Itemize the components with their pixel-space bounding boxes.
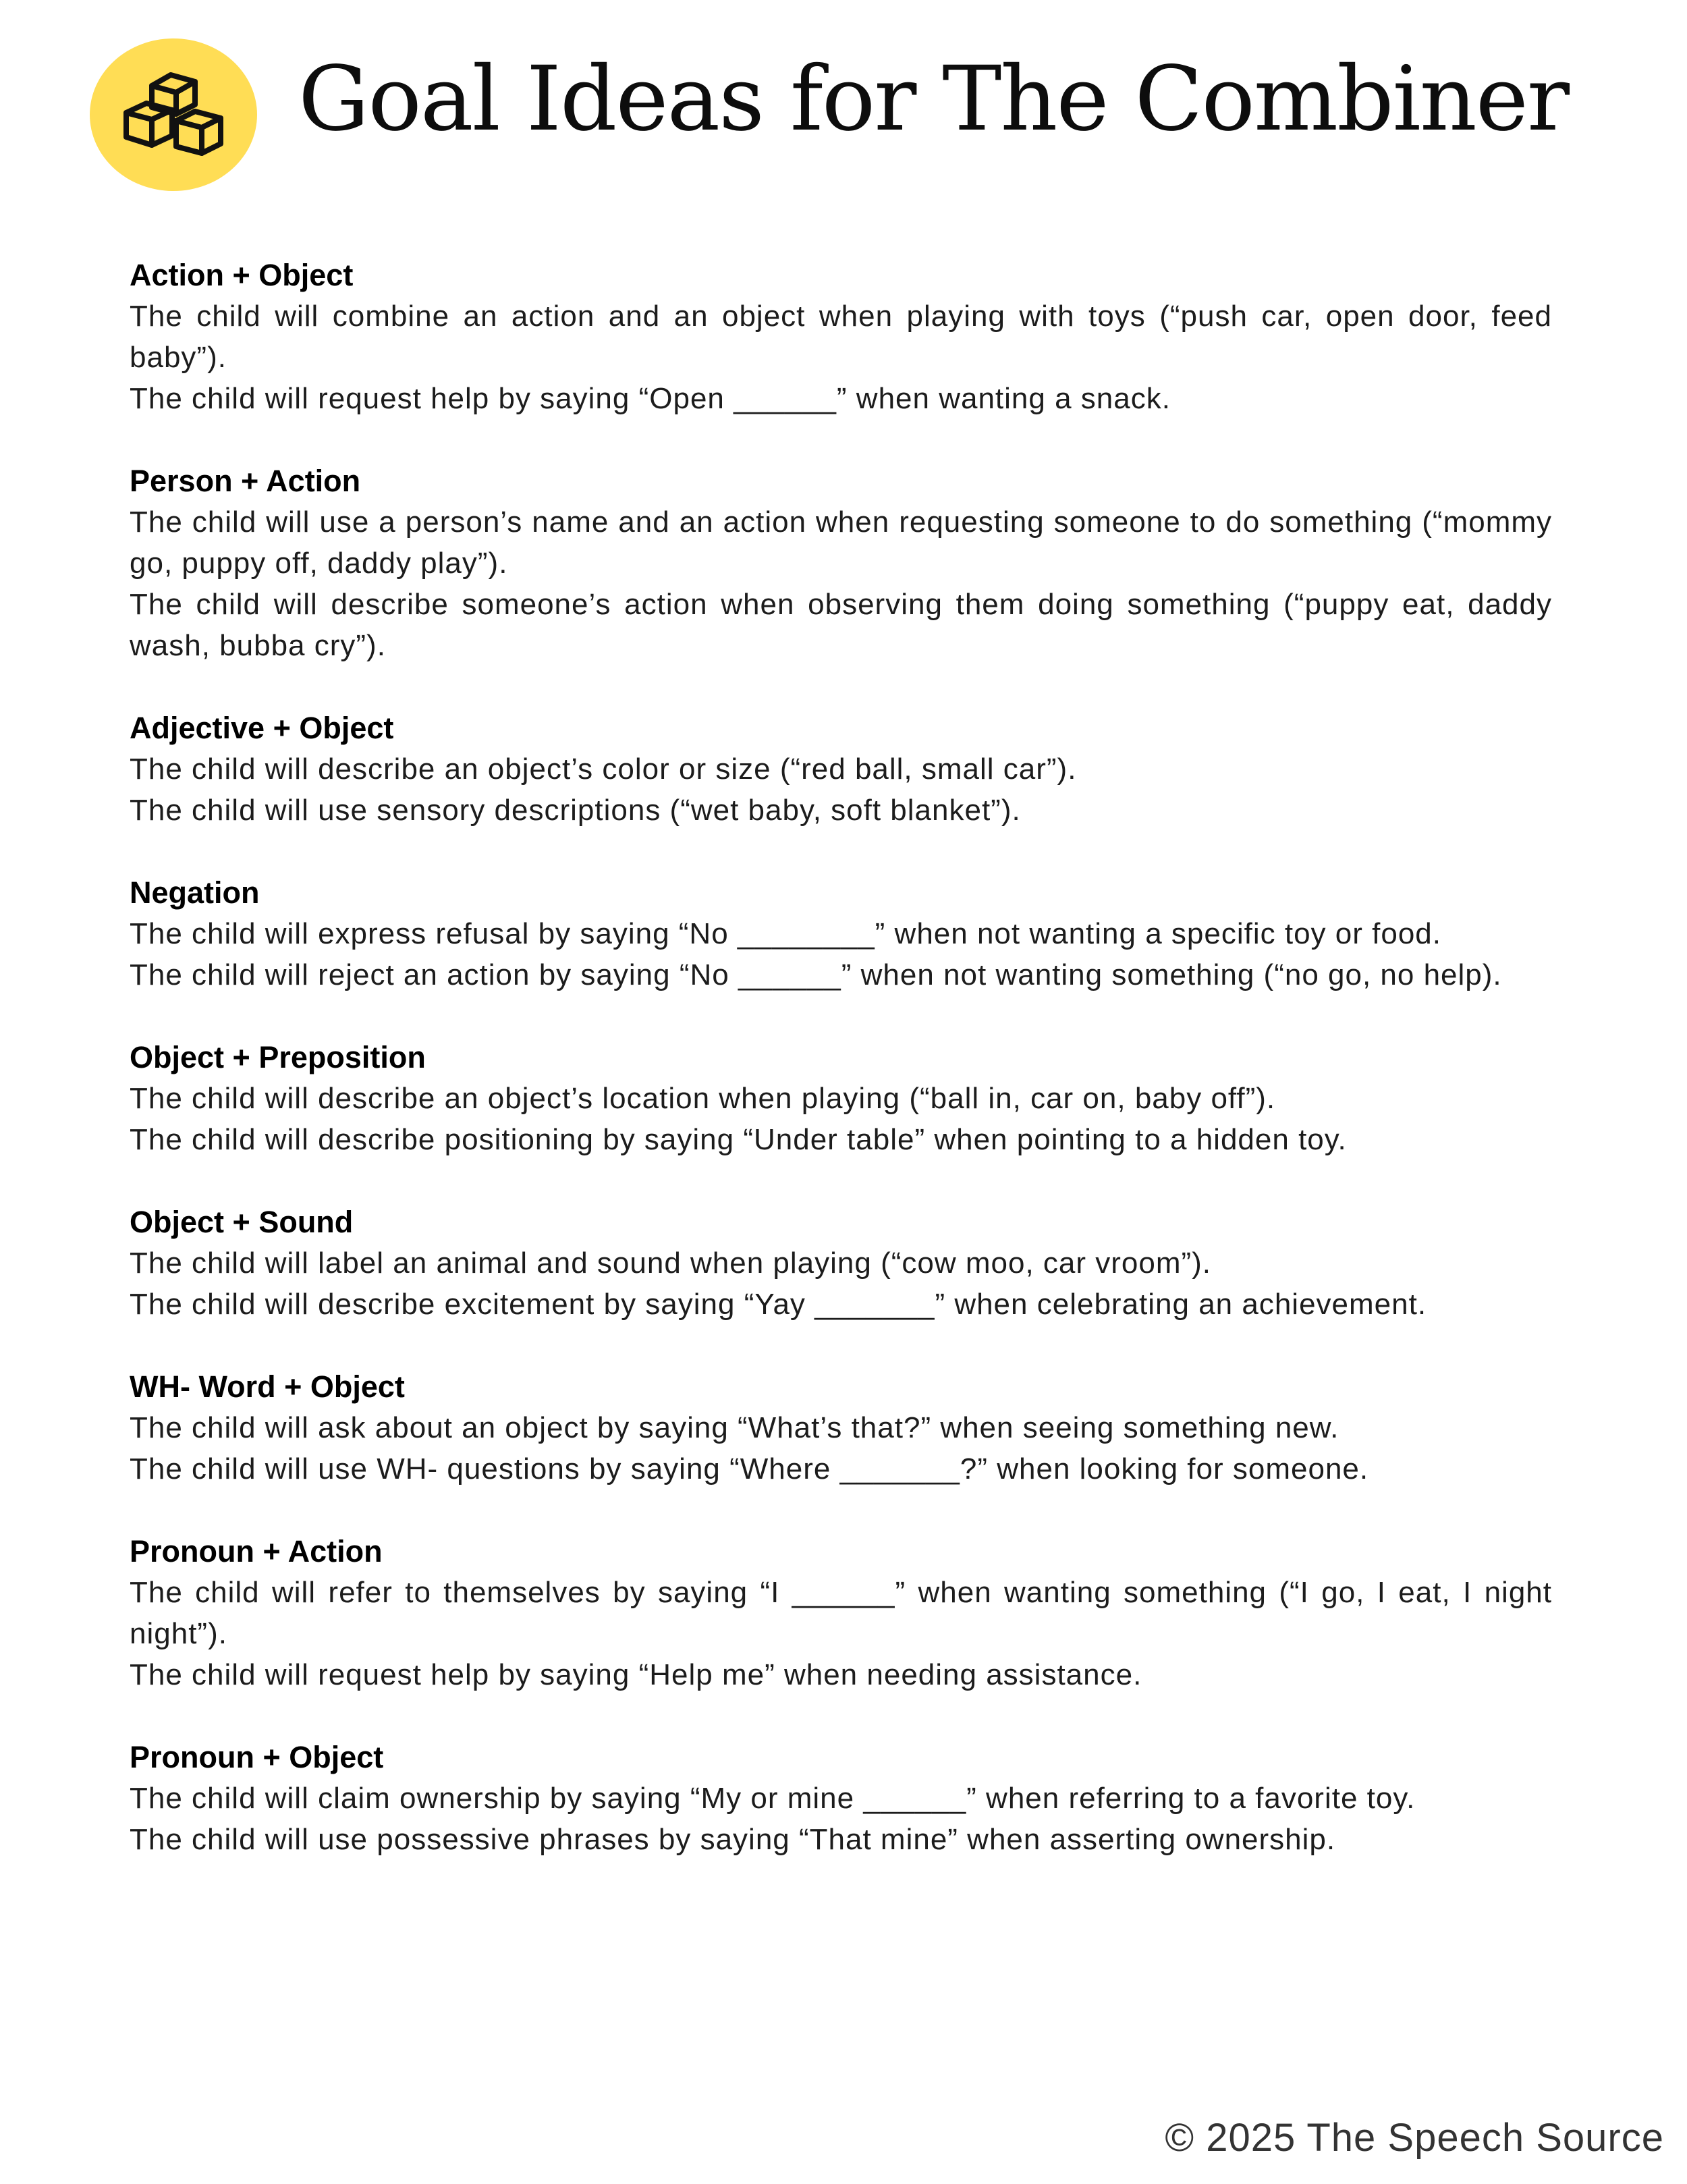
goal-section: [130, 1737, 1552, 1860]
goal-section: [130, 1366, 1552, 1490]
goal-text: The child will use WH- questions by saying “Where _______?” when looking for someone.: [130, 1452, 1369, 1485]
goal-section: [130, 872, 1552, 995]
section-title: Object + Sound: [130, 1205, 354, 1239]
goal-section: [130, 1037, 1552, 1160]
section-title: Pronoun + Action: [130, 1534, 383, 1568]
section-title: WH- Word + Object: [130, 1369, 405, 1404]
page-header: [0, 0, 1687, 202]
goal-text: The child will describe an object’s location when playing (“ball in, car on, baby off”).: [130, 1082, 1276, 1115]
goal-text: The child will claim ownership by saying “My or mine ______” when referring to a favorite toy.: [130, 1782, 1416, 1815]
section-title: Object + Preposition: [130, 1040, 426, 1074]
goal-text: The child will request help by saying “Help me” when needing assistance.: [130, 1658, 1142, 1691]
goal-text: The child will label an animal and sound when playing (“cow moo, car vroom”).: [130, 1247, 1212, 1280]
goal-text: The child will describe excitement by saying “Yay _______” when celebrating an achievement.: [130, 1288, 1427, 1321]
page-title: Goal Ideas for The Combiner: [298, 47, 1569, 151]
goal-section: [130, 1201, 1552, 1325]
blocks-icon: [119, 65, 227, 164]
section-title: Negation: [130, 875, 260, 910]
goal-text: The child will refer to themselves by saying “I ______” when wanting something (“I go, I eat, I night night”).: [130, 1576, 1552, 1650]
goal-section: [130, 254, 1552, 419]
copyright-footer: © 2025 The Speech Source: [1165, 2116, 1664, 2160]
goal-text: The child will request help by saying “Open ______” when wanting a snack.: [130, 382, 1171, 415]
logo-badge: [90, 38, 257, 191]
goal-text: The child will express refusal by saying “No ________” when not wanting a specific toy or food.: [130, 917, 1441, 950]
goal-text: The child will describe positioning by saying “Under table” when pointing to a hidden toy.: [130, 1123, 1347, 1156]
goal-text: The child will use sensory descriptions (“wet baby, soft blanket”).: [130, 794, 1021, 827]
goal-list: [130, 254, 1552, 1901]
goal-text: The child will combine an action and an object when playing with toys (“push car, open door, feed baby”).: [130, 300, 1552, 374]
goal-text: The child will use possessive phrases by saying “That mine” when asserting ownership.: [130, 1823, 1336, 1856]
goal-text: The child will ask about an object by saying “What’s that?” when seeing something new.: [130, 1411, 1339, 1444]
section-title: Action + Object: [130, 258, 354, 292]
section-title: Person + Action: [130, 464, 361, 498]
goal-section: [130, 460, 1552, 666]
goal-text: The child will reject an action by saying “No ______” when not wanting something (“no go, no help).: [130, 958, 1502, 991]
section-title: Pronoun + Object: [130, 1740, 384, 1774]
goal-text: The child will use a person’s name and an action when requesting someone to do something (“mommy go, puppy off, daddy play”).: [130, 506, 1552, 580]
goal-section: [130, 707, 1552, 831]
section-title: Adjective + Object: [130, 711, 394, 745]
goal-text: The child will describe an object’s color or size (“red ball, small car”).: [130, 753, 1077, 786]
goal-text: The child will describe someone’s action when observing them doing something (“puppy eat, daddy wash, bubba cry”).: [130, 588, 1552, 662]
goal-section: [130, 1531, 1552, 1695]
